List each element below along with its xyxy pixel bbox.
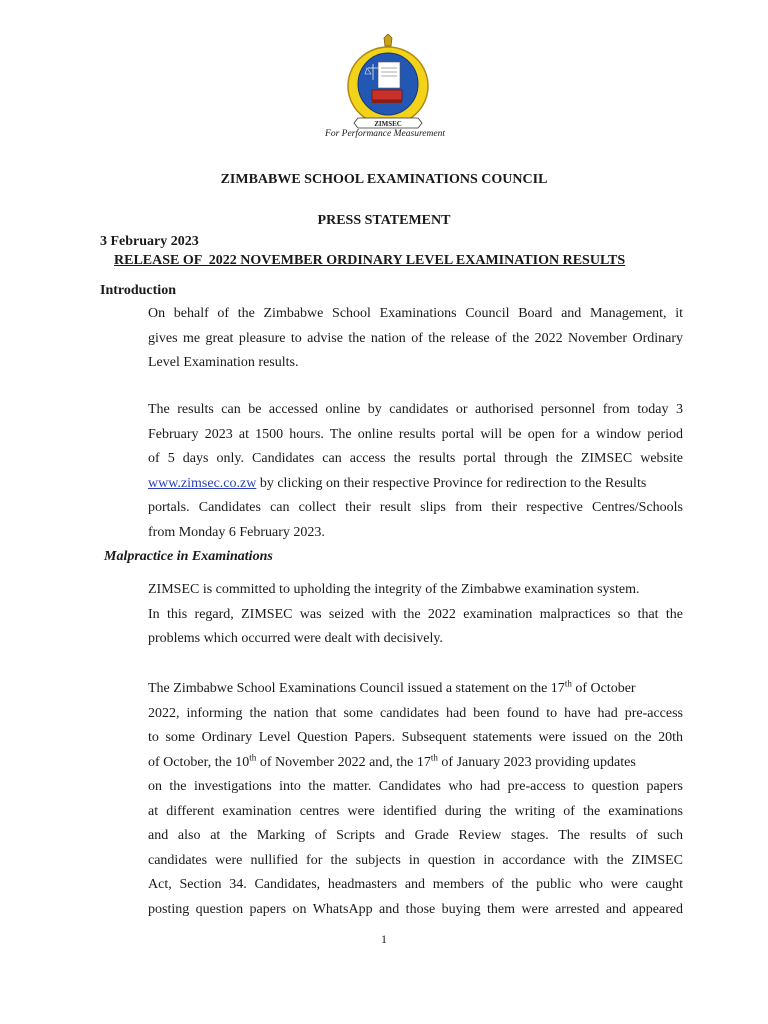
paragraph-line: on the investigations into the matter. Candidates who had pre-access to question papers xyxy=(148,779,683,794)
statement-date: 3 February 2023 xyxy=(100,234,199,249)
paragraph-line: The results can be accessed online by candidates or authorised personnel from today 3 xyxy=(148,402,683,417)
malpractice-paragraph-2 xyxy=(148,677,683,922)
paragraph-line: of 5 days only. Candidates can access the results portal through the ZIMSEC website xyxy=(148,451,683,466)
superscript: th xyxy=(430,751,438,762)
page-number: 1 xyxy=(381,932,387,946)
text-run: of January 2023 providing updates xyxy=(437,754,636,770)
paragraph-line: problems which occurred were dealt with decisively. xyxy=(148,631,443,646)
paragraph-line: to some Ordinary Level Question Papers. Subsequent statements were issued on the 20th xyxy=(148,730,683,745)
intro-paragraph-2 xyxy=(148,398,683,545)
logo-banner-text: ZIMSEC xyxy=(374,120,402,128)
paragraph-line: from Monday 6 February 2023. xyxy=(148,524,325,540)
paragraph-line: gives me great pleasure to advise the nation of the release of the 2022 November Ordinary xyxy=(148,330,683,346)
paragraph-line: posting question papers on WhatsApp and those buying them were arrested and appeared xyxy=(148,901,683,917)
zimsec-website-link[interactable]: www.zimsec.co.zw xyxy=(148,475,257,491)
zimsec-logo xyxy=(338,34,438,134)
paragraph-line: ZIMSEC is committed to upholding the integrity of the Zimbabwe examination system. xyxy=(148,582,640,597)
malpractice-paragraph-1 xyxy=(148,578,683,652)
intro-paragraph-1 xyxy=(148,302,683,376)
text-run: of October, the 10 xyxy=(148,754,250,770)
paragraph-line: and also at the Marking of Scripts and Grade Review stages. The results of such xyxy=(148,828,683,843)
paragraph-line: portals. Candidates can collect their result slips from their respective Centres/Schools xyxy=(148,500,683,515)
paragraph-line: Level Examination results. xyxy=(148,355,299,370)
paragraph-line xyxy=(148,472,683,497)
paragraph-line: at different examination centres were identified during the writing of the examinations xyxy=(148,803,683,819)
logo-motto: For Performance Measurement xyxy=(325,129,445,139)
paragraph-line xyxy=(148,677,683,702)
malpractice-heading: Malpractice in Examinations xyxy=(104,549,273,564)
statement-title: RELEASE OF 2022 NOVEMBER ORDINARY LEVEL EXAMINATION RESULTS xyxy=(114,253,626,268)
paragraph-line: candidates were nullified for the subjects in question in accordance with the ZIMSEC xyxy=(148,852,683,868)
text-run: of October xyxy=(571,681,636,696)
text-run: The Zimbabwe School Examinations Council issued a statement on the 17 xyxy=(148,681,565,696)
paragraph-line: 2022, informing the nation that some candidates had been found to have had pre-access xyxy=(148,705,683,721)
introduction-heading: Introduction xyxy=(100,283,176,298)
superscript: th xyxy=(564,678,572,689)
paragraph-line: In this regard, ZIMSEC was seized with the 2022 examination malpractices so that the xyxy=(148,606,683,622)
council-name: ZIMBABWE SCHOOL EXAMINATIONS COUNCIL xyxy=(220,172,548,187)
paragraph-line: February 2023 at 1500 hours. The online results portal will be open for a window period xyxy=(148,426,683,442)
link-line-rest: by clicking on their respective Province for redirection to the Results xyxy=(256,475,647,491)
paragraph-line xyxy=(148,751,683,776)
paragraph-line: Act, Section 34. Candidates, headmasters and members of the public who were caught xyxy=(148,877,683,892)
document-type: PRESS STATEMENT xyxy=(317,213,451,228)
text-run: of November 2022 and, the 17 xyxy=(256,754,431,770)
paragraph-line: On behalf of the Zimbabwe School Examinations Council Board and Management, it xyxy=(148,306,683,321)
superscript: th xyxy=(249,751,257,762)
